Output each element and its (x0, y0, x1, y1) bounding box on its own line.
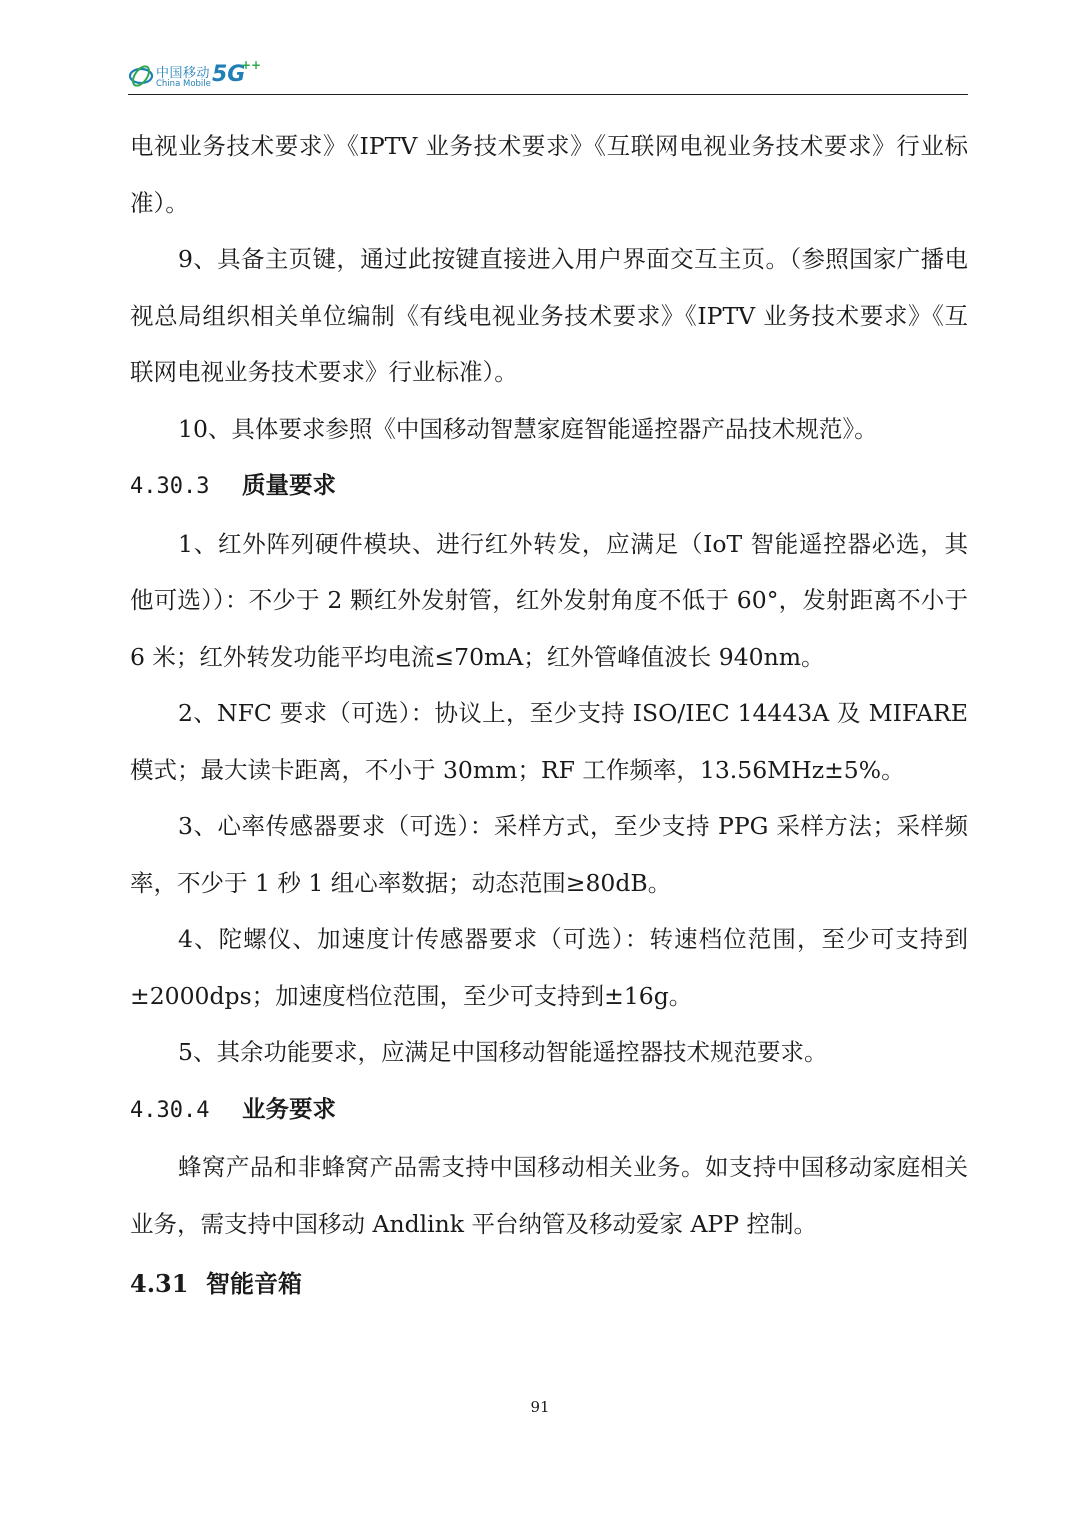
section-title: 质量要求 (242, 471, 336, 499)
section-title: 业务要求 (242, 1094, 336, 1123)
logo-plus-text: ++ (241, 58, 262, 72)
quality-item-2: 2、NFC 要求（可选）：协议上，至少支持 ISO/IEC 14443A 及 MIFARE 模式；最大读卡距离，不小于 30mm；RF 工作频率，13.56MHz±5%。 (130, 699, 968, 784)
paragraph-continued: 电视业务技术要求》《IPTV 业务技术要求》《互联网电视业务技术要求》行业标准）。 (130, 132, 968, 217)
logo-5g-text: 5G (212, 62, 246, 87)
header-rule (128, 94, 968, 95)
china-mobile-logo-icon (128, 58, 156, 94)
business-paragraph: 蜂窝产品和非蜂窝产品需支持中国移动相关业务。如支持中国移动家庭相关业务，需支持中国移动 Andlink 平台纳管及移动爱家 APP 控制。 (130, 1153, 968, 1238)
quality-item-5: 5、其余功能要求，应满足中国移动智能遥控器技术规范要求。 (178, 1038, 828, 1066)
logo-chinese-text: 中国移动 (156, 66, 211, 81)
section-heading-4-31 (130, 1256, 968, 1313)
section-number: 4.30.4 (130, 1097, 210, 1123)
section-number: 4.31 (130, 1269, 189, 1298)
section-heading-4-30-3 (130, 457, 968, 516)
section-title: 智能音箱 (206, 1269, 302, 1298)
quality-item-4: 4、陀螺仪、加速度计传感器要求（可选）：转速档位范围，至少可支持到±2000dps；加速度档位范围，至少可支持到±16g。 (130, 925, 968, 1010)
paragraph-item-9: 9、具备主页键，通过此按键直接进入用户界面交互主页。（参照国家广播电视总局组织相关单位编制《有线电视业务技术要求》《IPTV 业务技术要求》《互联网电视业务技术要求》行业标准）。 (130, 245, 968, 386)
quality-item-1: 1、红外阵列硬件模块、进行红外转发，应满足（IoT 智能遥控器必选，其他可选））：不少于 2 颗红外发射管，红外发射角度不低于 60°，发射距离不小于 6 米；红外转发功能平均电流≤70mA；红外管峰值波长 940nm。 (130, 529, 968, 671)
section-number: 4.30.3 (130, 474, 210, 499)
page-content (130, 118, 968, 1313)
quality-item-3: 3、心率传感器要求（可选）：采样方式，至少支持 PPG 采样方法；采样频率，不少于 1 秒 1 组心率数据；动态范围≥80dB。 (130, 812, 968, 897)
page-number: 91 (530, 1398, 550, 1416)
paragraph-item-10: 10、具体要求参照《中国移动智慧家庭智能遥控器产品技术规范》。 (178, 414, 878, 443)
section-heading-4-30-4 (130, 1081, 968, 1140)
logo-english-text: China Mobile (156, 79, 211, 89)
page-header (128, 58, 968, 94)
